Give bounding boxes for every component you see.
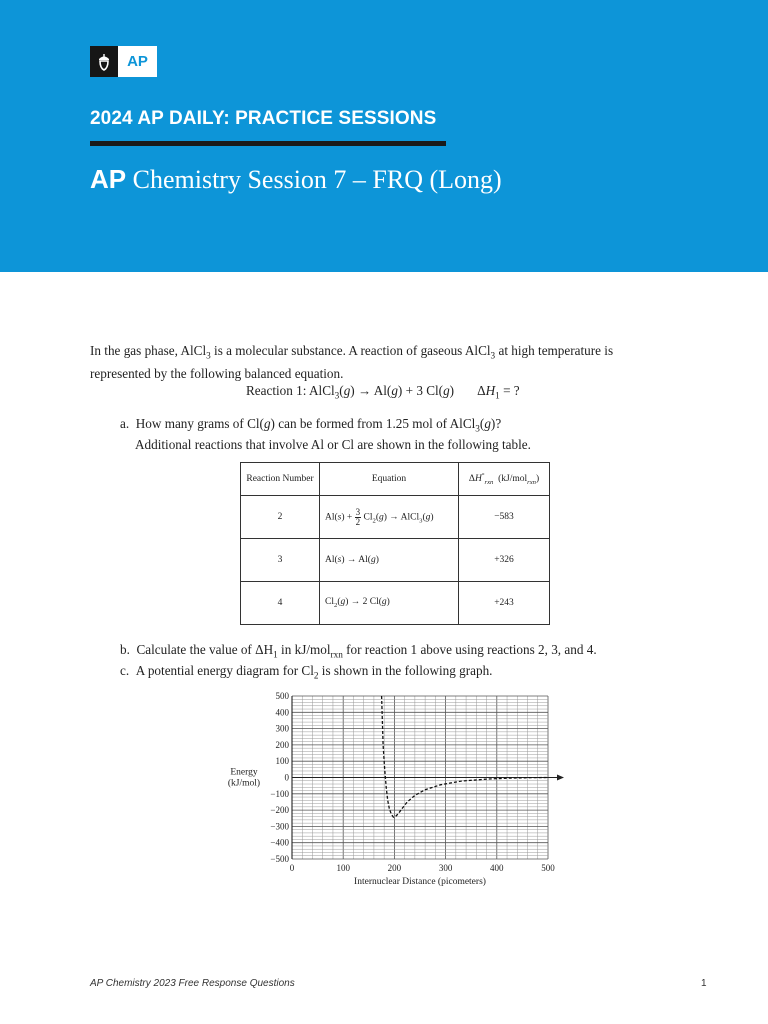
header-enthalpy: $\Delta H^\circ_{rxn}$ (kJ/mol$_{rxn}$) <box>459 463 550 496</box>
x-tick-label: 0 <box>289 863 295 873</box>
reaction-number: 3 <box>241 539 320 582</box>
y-axis-unit: (kJ/mol) <box>227 778 261 789</box>
y-tick-label: 200 <box>275 739 289 750</box>
reaction-1-equation: Reaction 1: AlCl$_3$(g) → Al(g) + 3 Cl(g) $\Delta H_1$ = ? <box>246 383 520 401</box>
table-row <box>241 539 550 582</box>
reaction-enthalpy: +243 <box>459 582 550 625</box>
header-reaction-number: Reaction Number <box>241 463 320 496</box>
y-tick-label: −100 <box>270 788 289 799</box>
x-tick-label: 300 <box>438 863 453 873</box>
y-tick-label: −400 <box>270 837 289 848</box>
intro-text: In the gas phase, AlCl <box>90 343 207 358</box>
question-a-followup: Additional reactions that involve Al or Cl are shown in the following table. <box>135 437 531 452</box>
question-text: Calculate the value of ΔH <box>136 642 274 657</box>
acorn-icon <box>90 46 118 77</box>
header-equation: Equation <box>320 463 459 496</box>
reaction-equation: Al(s) → Al(g) <box>320 539 459 582</box>
energy-curve <box>382 696 548 817</box>
x-axis-label: Internuclear Distance (picometers) <box>354 877 486 887</box>
question-letter: a. <box>120 416 130 431</box>
intro-paragraph: In the gas phase, AlCl$_3$ is a molecular substance. A reaction of gaseous AlCl$_3$ at high temperature is represented by the following balanced equation. <box>90 343 614 381</box>
intro-text: at high temperature is <box>495 343 614 358</box>
y-tick-label: −300 <box>270 821 289 832</box>
series-title: 2024 AP DAILY: PRACTICE SESSIONS <box>90 108 437 129</box>
footer-source: AP Chemistry 2023 Free Response Questions <box>90 978 295 989</box>
header-banner <box>0 0 768 272</box>
x-axis-arrow <box>557 775 564 781</box>
ap-logo <box>90 46 157 77</box>
question-c: c. A potential energy diagram for $Cl_2$ is shown in the following graph. <box>120 663 493 681</box>
reaction-number: 4 <box>241 582 320 625</box>
question-b: b. Calculate the value of $\Delta H_1$ in kJ/mol$_{rxn}$ for reaction 1 above using reactions 2, 3, and 4. <box>120 642 597 660</box>
question-letter: c. <box>120 663 130 678</box>
x-tick-label: 500 <box>541 863 555 873</box>
y-tick-label: −200 <box>270 805 289 816</box>
y-tick-label: 300 <box>275 723 289 734</box>
ap-logo-text: AP <box>118 46 157 77</box>
y-tick-label: 400 <box>275 707 289 718</box>
question-a: a. How many grams of Cl(g) can be formed from 1.25 mol of AlCl$_3$(g)? <box>120 416 502 434</box>
intro-text: represented by the following balanced equation. <box>90 365 344 381</box>
question-text: is shown in the following graph. <box>318 663 493 678</box>
question-letter: b. <box>120 642 130 657</box>
reaction-1-delta: = ? <box>499 383 520 398</box>
potential-energy-chart <box>220 688 580 893</box>
title-rest: Chemistry Session 7 – FRQ (Long) <box>126 165 502 194</box>
page-number: 1 <box>701 978 707 989</box>
question-text: in kJ/mol <box>277 642 331 657</box>
question-text: A potential energy diagram for Cl <box>135 663 314 678</box>
y-tick-label: 100 <box>275 756 289 767</box>
title-divider <box>90 141 446 146</box>
title-bold: AP <box>90 164 127 194</box>
table-header-row <box>241 463 550 496</box>
reaction-equation: $Cl_2(g) \to 2$ Cl(g) <box>320 582 459 625</box>
reaction-1-label: Reaction 1: <box>246 383 309 398</box>
question-text: ) can be formed from 1.25 mol of AlCl <box>270 416 476 431</box>
reaction-number: 2 <box>241 496 320 539</box>
reaction-enthalpy: +326 <box>459 539 550 582</box>
reaction-enthalpy: −583 <box>459 496 550 539</box>
intro-text: is a molecular substance. A reaction of gaseous AlCl <box>210 343 491 358</box>
table-row <box>241 582 550 625</box>
x-tick-label: 400 <box>490 863 504 873</box>
header-enthalpy-unit: (kJ/mol <box>498 474 528 485</box>
page-title <box>90 164 502 195</box>
x-tick-label: 200 <box>387 863 402 873</box>
question-text: How many grams of Cl( <box>135 416 264 431</box>
reaction-equation: Al(s) + $\frac{3}{2}$ $Cl_2(g)$ → AlCl$_3$(g) <box>320 496 459 539</box>
x-tick-label: 100 <box>336 863 350 873</box>
y-axis-label: Energy <box>230 767 258 778</box>
y-tick-label: −500 <box>270 854 289 864</box>
question-text: for reaction 1 above using reactions 2, 3, and 4. <box>342 642 597 657</box>
reactions-table <box>240 462 550 625</box>
question-text: ? <box>495 416 502 431</box>
table-row <box>241 496 550 539</box>
y-tick-label: 0 <box>284 772 289 783</box>
y-tick-label: 500 <box>275 691 289 701</box>
